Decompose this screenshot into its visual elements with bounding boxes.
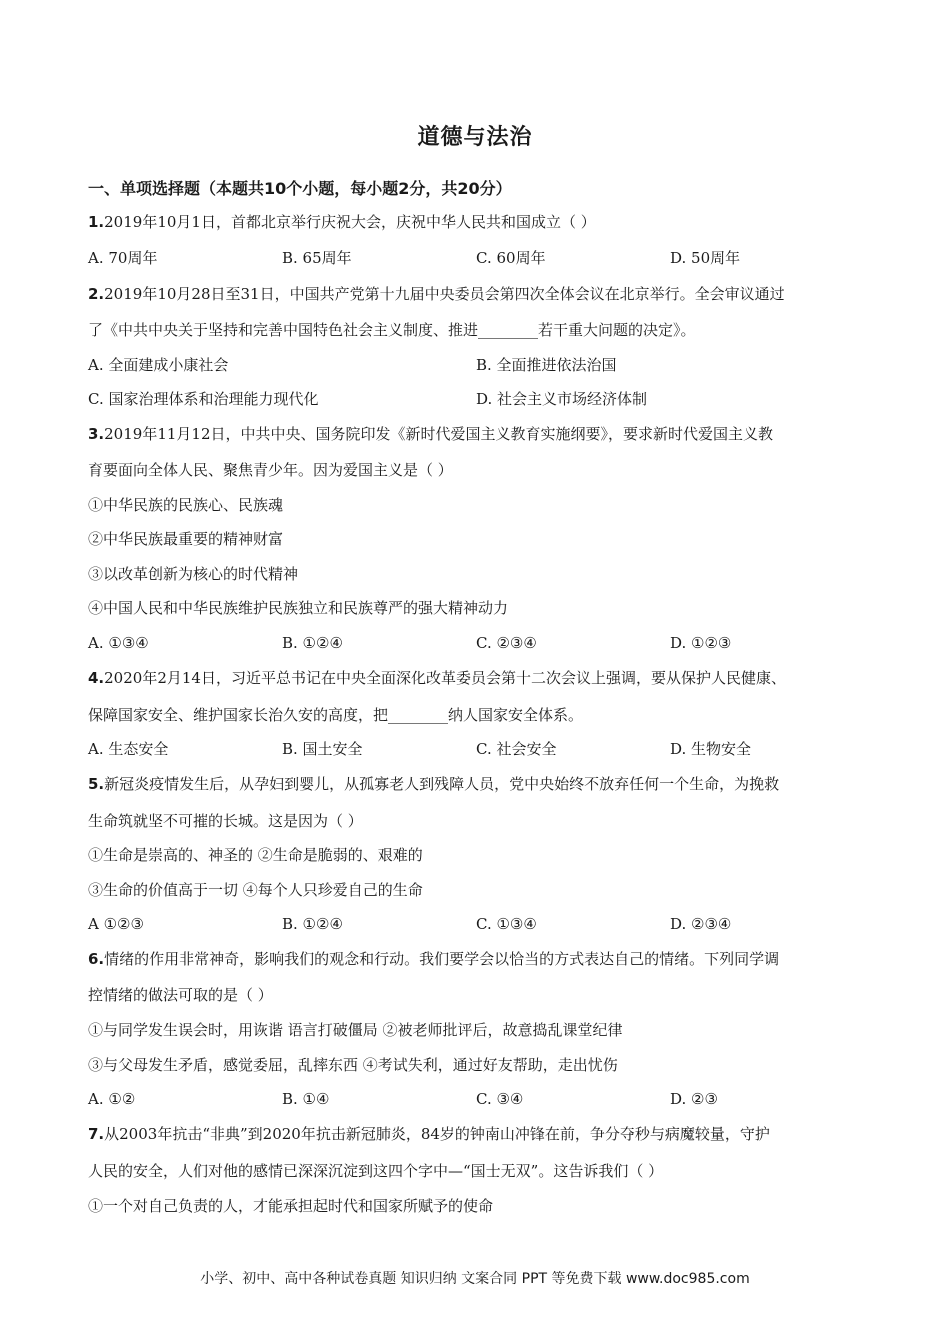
question-text: 2019年10月1日，首都北京举行庆祝大会，庆祝中华人民共和国成立（ ）	[104, 213, 596, 231]
question-text: 2020年2月14日，习近平总书记在中央全面深化改革委员会第十二次会议上强调，要从保护人民健康、	[104, 669, 786, 687]
option-d: D. 社会主义市场经济体制	[476, 390, 648, 408]
option-a: A. ①③④	[88, 634, 149, 652]
option-a: A. 生态安全	[88, 740, 169, 758]
question-text-line: 生命筑就坚不可摧的长城。这是因为（ ）	[88, 812, 363, 830]
question-number: 2.	[88, 285, 105, 303]
question-6	[88, 949, 779, 969]
option-d: D. ②③④	[670, 915, 732, 933]
option-b: B. ①②④	[282, 915, 343, 933]
option-c: C. ①③④	[476, 915, 537, 933]
option-d: D. 生物安全	[670, 740, 752, 758]
question-text-line: 了《中共中央关于坚持和完善中国特色社会主义制度、推进________若干重大问题的决定》。	[88, 321, 696, 339]
option-c: C. 社会安全	[476, 740, 557, 758]
question-text-line: 控情绪的做法可取的是（ ）	[88, 986, 273, 1004]
page-footer: 小学、初中、高中各种试卷真题 知识归纳 文案合同 PPT 等免费下载 www.doc985.com	[200, 1271, 750, 1287]
question-3	[88, 424, 773, 444]
option-b: B. ①②④	[282, 634, 343, 652]
option-d: D. 50周年	[670, 249, 741, 267]
statement-item: ①生命是崇高的、神圣的 ②生命是脆弱的、艰难的	[88, 846, 423, 864]
option-b: B. 国土安全	[282, 740, 363, 758]
statement-item: ②中华民族最重要的精神财富	[88, 530, 284, 548]
option-b: B. 65周年	[282, 249, 352, 267]
question-2	[88, 284, 785, 304]
option-b: B. 全面推进依法治国	[476, 356, 617, 374]
option-c: C. ③④	[476, 1090, 524, 1108]
statement-item: ③以改革创新为核心的时代精神	[88, 565, 299, 583]
option-b: B. ①④	[282, 1090, 330, 1108]
question-number: 1.	[88, 213, 105, 231]
option-a: A. ①②	[88, 1090, 136, 1108]
option-c: C. ②③④	[476, 634, 537, 652]
question-text: 从2003年抗击“非典”到2020年抗击新冠肺炎，84岁的钟南山冲锋在前，争分夺秒与病魔较量，守护	[104, 1125, 770, 1143]
statement-item: ④中国人民和中华民族维护民族独立和民族尊严的强大精神动力	[88, 599, 509, 617]
question-text-line: 人民的安全，人们对他的感情已深深沉淀到这四个字中—“国士无双”。这告诉我们（ ）	[88, 1162, 664, 1180]
question-4	[88, 668, 786, 688]
question-text: 2019年11月12日，中共中央、国务院印发《新时代爱国主义教育实施纲要》，要求新时代爱国主义教	[104, 425, 773, 443]
option-a: A ①②③	[88, 915, 144, 933]
question-5	[88, 774, 779, 794]
question-text: 新冠炎疫情发生后，从孕妇到婴儿，从孤寡老人到残障人员，党中央始终不放弃任何一个生命，为挽救	[104, 775, 780, 793]
page-title: 道德与法治	[417, 125, 533, 150]
option-a: A. 全面建成小康社会	[88, 356, 229, 374]
question-text: 2019年10月28日至31日，中国共产党第十九届中央委员会第四次全体会议在北京举行。全会审议通过	[104, 285, 785, 303]
question-number: 4.	[88, 669, 105, 687]
question-number: 5.	[88, 775, 105, 793]
statement-item: ③生命的价值高于一切 ④每个人只珍爱自己的生命	[88, 881, 423, 899]
statement-item: ①一个对自己负责的人，才能承担起时代和国家所赋予的使命	[88, 1197, 494, 1215]
question-7	[88, 1124, 770, 1144]
question-text-line: 育要面向全体人民、聚焦青少年。因为爱国主义是（ ）	[88, 461, 453, 479]
option-c: C. 国家治理体系和治理能力现代化	[88, 390, 319, 408]
question-number: 7.	[88, 1125, 105, 1143]
statement-item: ①中华民族的民族心、民族魂	[88, 496, 284, 514]
statement-item: ③与父母发生矛盾，感觉委屈，乱摔东西 ④考试失利，通过好友帮助，走出忧伤	[88, 1056, 618, 1074]
option-d: D. ①②③	[670, 634, 732, 652]
question-text: 情绪的作用非常神奇，影响我们的观念和行动。我们要学会以恰当的方式表达自己的情绪。下列同学调	[104, 950, 780, 968]
option-c: C. 60周年	[476, 249, 546, 267]
question-number: 6.	[88, 950, 105, 968]
option-a: A. 70周年	[88, 249, 158, 267]
section-heading: 一、单项选择题（本题共10个小题，每小题2分，共20分）	[88, 179, 512, 198]
question-1	[88, 212, 596, 232]
question-text-line: 保障国家安全、维护国家长治久安的高度，把________纳人国家安全体系。	[88, 706, 584, 724]
statement-item: ①与同学发生误会时，用诙谐 语言打破僵局 ②被老师批评后，故意捣乱课堂纪律	[88, 1021, 623, 1039]
option-d: D. ②③	[670, 1090, 718, 1108]
question-number: 3.	[88, 425, 105, 443]
